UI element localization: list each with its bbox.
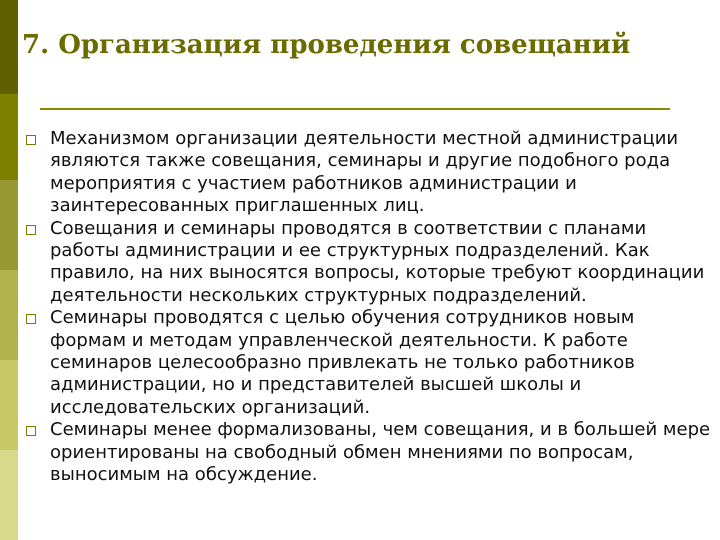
bullet-item <box>24 218 716 308</box>
bullet-text: Семинары проводятся с целью обучения сотрудников новым формам и методам управленческой деятельности. К работе семинаров целесообразно привлекать не только работников администрации, но и представителей высшей школы и исследовательских организаций. <box>50 307 635 418</box>
bullet-item <box>24 128 716 218</box>
slide-title: 7. Организация проведения совещаний <box>22 30 631 60</box>
title-underline-rule <box>40 108 670 110</box>
sidebar-stripe <box>0 0 18 540</box>
hollow-square-bullet-icon <box>26 135 36 145</box>
bullet-item <box>24 307 716 419</box>
hollow-square-bullet-icon <box>26 225 36 235</box>
hollow-square-bullet-icon <box>26 426 36 436</box>
bullet-text: Совещания и семинары проводятся в соответствии с планами работы администрации и ее структурных подразделений. Как правило, на них выносятся вопросы, которые требуют координации деятельности нескольких структурных подразделений. <box>50 217 705 306</box>
bullet-item <box>24 419 716 486</box>
bullet-text: Семинары менее формализованы, чем совещания, и в большей мере ориентированы на свободный обмен мнениями по вопросам, выносимым на обсуждение. <box>50 419 711 486</box>
bullet-list <box>24 128 716 487</box>
bullet-text: Механизмом организации деятельности местной администрации являются также совещания, семинары и другие подобного рода мероприятия с участием работников администрации и заинтересованных приглашенных лиц. <box>50 128 679 217</box>
hollow-square-bullet-icon <box>26 314 36 324</box>
